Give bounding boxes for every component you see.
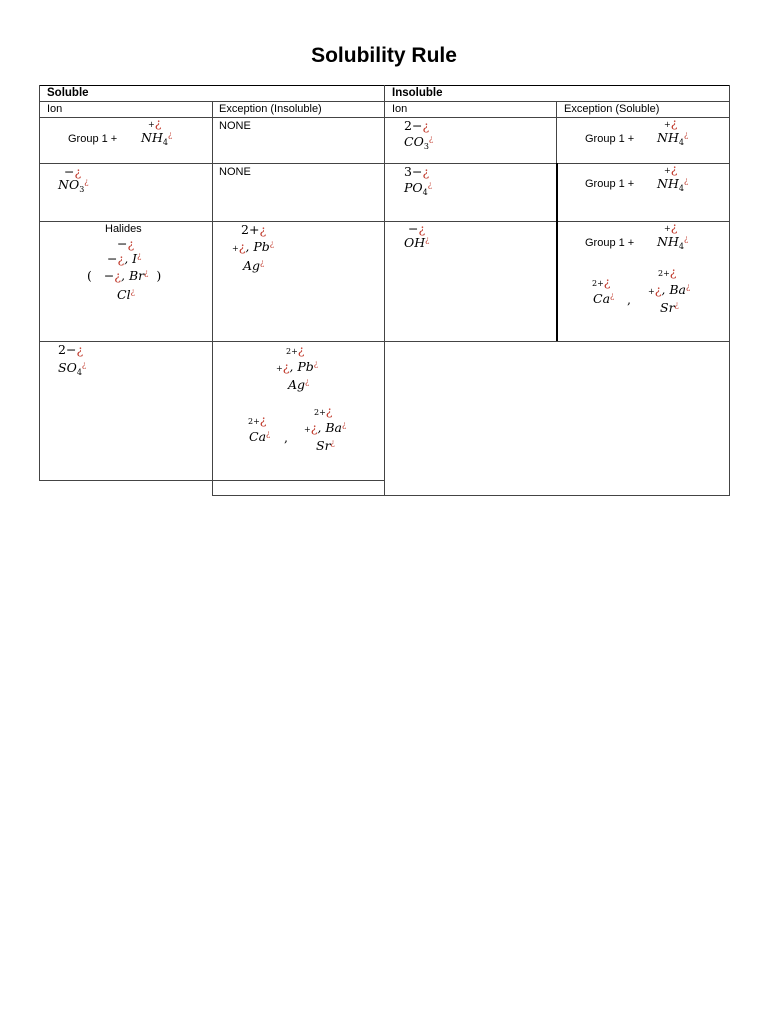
ammonium-charge-hydroxide: +¿ (664, 219, 678, 234)
lead-charge-sulfate: 2+¿ (286, 342, 305, 357)
ammonium-formula: $NH_4^¿$ (141, 130, 173, 147)
barium-formula-hydroxide: +¿, Ba¿ (648, 282, 691, 297)
sulfate-charge: 2−¿ (58, 342, 84, 357)
phosphate-formula: $PO_4^¿$ (404, 180, 433, 197)
group1-label-hydroxide-exception: Group 1 + (585, 237, 635, 249)
carbonate-formula: $CO_3^¿$ (404, 134, 434, 151)
chloride-formula: Cl¿ (117, 287, 135, 302)
halide-charge: −¿ (117, 236, 135, 251)
table-border-right (729, 85, 730, 495)
header-exception-insoluble: Exception (Insoluble) (219, 103, 322, 115)
calcium-formula-hydroxide: Ca¿ (593, 291, 615, 306)
lead-charge: 2+¿ (241, 222, 267, 237)
lead-formula-sulfate: +¿, Pb¿ (276, 359, 319, 374)
col-divider-1 (212, 101, 213, 495)
nitrate-charge: −¿ (64, 164, 82, 179)
col-divider-2 (384, 85, 385, 495)
none-label-2: NONE (219, 166, 251, 178)
hydroxide-formula: OH¿ (404, 235, 430, 250)
calcium-formula-sulfate: Ca¿ (249, 429, 271, 444)
header-ion-insoluble: Ion (392, 103, 408, 115)
iodide-formula: −¿, I¿ (107, 251, 142, 266)
table-border-bottom (212, 495, 730, 496)
ammonium-charge-carbonate: +¿ (664, 115, 678, 130)
ammonium-formula-phosphate: $NH_4^¿$ (657, 176, 689, 193)
carbonate-charge: 2−¿ (404, 118, 430, 133)
strontium-formula-sulfate: Sr¿ (316, 438, 335, 453)
ammonium-formula-carbonate: $NH_4^¿$ (657, 130, 689, 147)
header-insoluble: Insoluble (392, 87, 443, 99)
page-title: Solubility Rule (311, 44, 457, 67)
header-exception-soluble: Exception (Soluble) (564, 103, 660, 115)
col-divider-3a (556, 101, 557, 164)
group1-label-phosphate-exception: Group 1 + (585, 178, 635, 190)
header-soluble: Soluble (47, 87, 89, 99)
halides-label: Halides (105, 223, 142, 235)
group1-label-carbonate-exception: Group 1 + (585, 133, 635, 145)
silver-formula: Ag¿ (243, 258, 265, 273)
table-border-left (39, 85, 40, 480)
phosphate-charge: 3−¿ (404, 164, 430, 179)
calcium-charge-sulfate: 2+¿ (248, 412, 267, 427)
calcium-comma: , (627, 292, 631, 307)
strontium-formula-hydroxide: Sr¿ (660, 300, 679, 315)
col-divider-3b (556, 163, 558, 341)
group1-label: Group 1 + (68, 133, 118, 145)
hydroxide-charge: −¿ (408, 221, 426, 236)
none-label-1: NONE (219, 120, 251, 132)
ammonium-formula-hydroxide: $NH_4^¿$ (657, 234, 689, 251)
calcium-charge-hydroxide: 2+¿ (592, 274, 611, 289)
barium-charge-sulfate: 2+¿ (314, 403, 333, 418)
barium-charge-hydroxide: 2+¿ (658, 264, 677, 279)
nitrate-formula: $NO_3^¿$ (58, 177, 89, 194)
silver-formula-sulfate: Ag¿ (288, 377, 310, 392)
lead-formula: +¿, Pb¿ (232, 239, 275, 254)
barium-formula-sulfate: +¿, Ba¿ (304, 420, 347, 435)
sulfate-formula: $SO_4^¿$ (58, 360, 87, 377)
bromide-formula: ( −¿, Br¿ ) (87, 268, 162, 283)
ammonium-charge-phosphate: +¿ (664, 161, 678, 176)
calcium-comma-sulfate: , (284, 430, 288, 445)
header-ion-soluble: Ion (47, 103, 63, 115)
ammonium-charge: +¿ (148, 115, 162, 130)
